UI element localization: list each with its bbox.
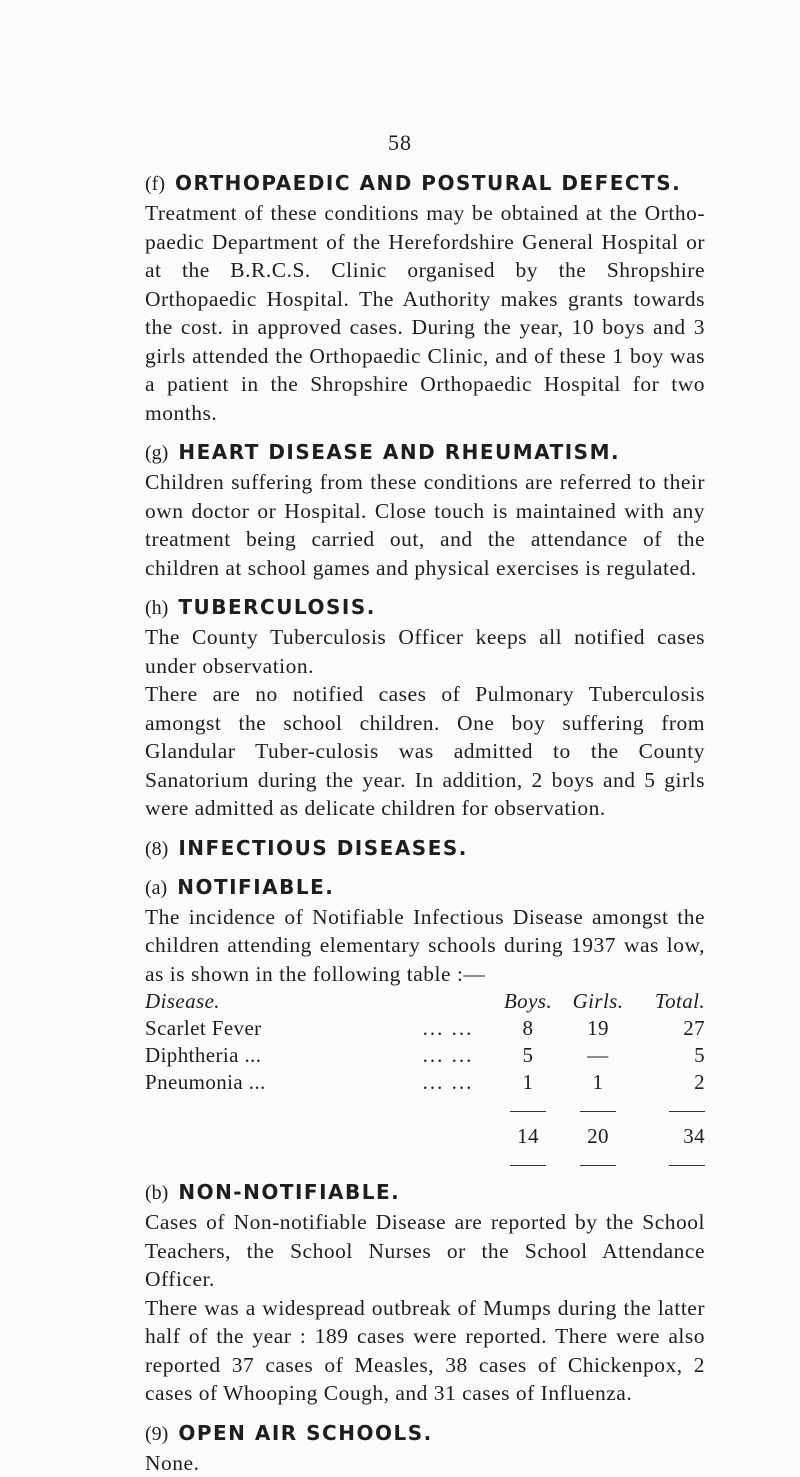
table-row [145,1069,705,1096]
heart-paragraph: Children suffering from these conditions are referred to their own doctor or Hospital. Close touch is maintained with any treatment being carried out, and the attendance of the children at school games and physical exercises is regulated. [145,468,705,582]
cell-total: 27 [633,1015,705,1042]
header-boys: Boys. [493,988,563,1015]
cell-disease: Diphtheria ... [145,1042,403,1069]
section-mark: (b) [145,1182,168,1204]
cell-total: 2 [633,1069,705,1096]
page-number: 58 [0,130,800,156]
cell-total: 5 [633,1042,705,1069]
orthopaedic-paragraph: Treatment of these conditions may be obtained at the Ortho-paedic Department of the Herefordshire General Hospital or at the B.R.C.S. Clinic organised by the Shropshire Orthopaedic Hospital. The Authority makes grants towards the cost. in approved cases. During the year, 10 boys and 3 girls attended the Orthopaedic Clinic, and of these 1 boy was a patient in the Shropshire Orthopaedic Hospital for two months. [145,199,705,427]
section-title: INFECTIOUS DISEASES. [178,836,468,860]
section-title: TUBERCULOSIS. [178,595,376,619]
section-title: HEART DISEASE AND RHEUMATISM. [178,440,620,464]
section-heading-heart [145,437,705,468]
non-notifiable-paragraph-2: There was a widespread outbreak of Mumps during the latter half of the year : 189 cases were reported. There were also reported 37 cases of Measles, 38 cases of Chickenpox, 2 cases of Whooping Cough, and 31 cases of Influenza. [145,1294,705,1408]
page-content [145,168,705,1477]
cell-dots: ... ... [403,1042,493,1069]
divider [510,1165,546,1166]
section-mark: (g) [145,442,168,464]
section-title: NON-NOTIFIABLE. [178,1180,400,1204]
section-title: OPEN AIR SCHOOLS. [178,1421,432,1445]
header-girls: Girls. [563,988,633,1015]
table-rule-row [145,1150,705,1177]
section-mark: (f) [145,173,165,195]
cell-dots: ... ... [403,1015,493,1042]
cell-girls: 1 [563,1069,633,1096]
section-mark: (h) [145,597,168,619]
section-heading-notifiable [145,872,705,903]
cell-boys: 5 [493,1042,563,1069]
cell-girls: — [563,1042,633,1069]
open-air-paragraph: None. [145,1449,705,1477]
table-rule-row [145,1096,705,1123]
non-notifiable-paragraph-1: Cases of Non-notifiable Disease are reported by the School Teachers, the School Nurses or the School Attendance Officer. [145,1208,705,1294]
header-total: Total. [633,988,705,1015]
section-title: NOTIFIABLE. [177,875,334,899]
section-heading-non-notifiable [145,1177,705,1208]
table-row [145,1015,705,1042]
tuberculosis-paragraph-2: There are no notified cases of Pulmonary Tuberculosis amongst the school children. One boy suffering from Glandular Tuber-culosis was admitted to the County Sanatorium during the year. In addition, 2 boys and 5 girls were admitted as delicate children for observation. [145,680,705,823]
section-heading-open-air [145,1418,705,1449]
section-heading-tuberculosis [145,592,705,623]
notifiable-paragraph: The incidence of Notifiable Infectious Disease amongst the children attending elementary schools during 1937 was low, as is shown in the following table :— [145,903,705,989]
section-mark: (a) [145,877,167,899]
divider [580,1111,616,1112]
divider [510,1111,546,1112]
cell-boys: 8 [493,1015,563,1042]
total-boys: 14 [493,1123,563,1150]
header-disease: Disease. [145,988,403,1015]
divider [669,1111,705,1112]
section-mark: (8) [145,838,168,860]
total-girls: 20 [563,1123,633,1150]
notifiable-disease-table [145,988,705,1177]
section-heading-orthopaedic [145,168,705,199]
tuberculosis-paragraph-1: The County Tuberculosis Officer keeps all notified cases under observation. [145,623,705,680]
section-mark: (9) [145,1423,168,1445]
cell-dots: ... ... [403,1069,493,1096]
divider [580,1165,616,1166]
total-total: 34 [633,1123,705,1150]
cell-boys: 1 [493,1069,563,1096]
divider [669,1165,705,1166]
cell-disease: Scarlet Fever [145,1015,403,1042]
section-heading-infectious [145,833,705,864]
cell-disease: Pneumonia ... [145,1069,403,1096]
section-title: ORTHOPAEDIC AND POSTURAL DEFECTS. [175,171,681,195]
table-totals-row [145,1123,705,1150]
cell-girls: 19 [563,1015,633,1042]
table-row [145,1042,705,1069]
table-header-row [145,988,705,1015]
